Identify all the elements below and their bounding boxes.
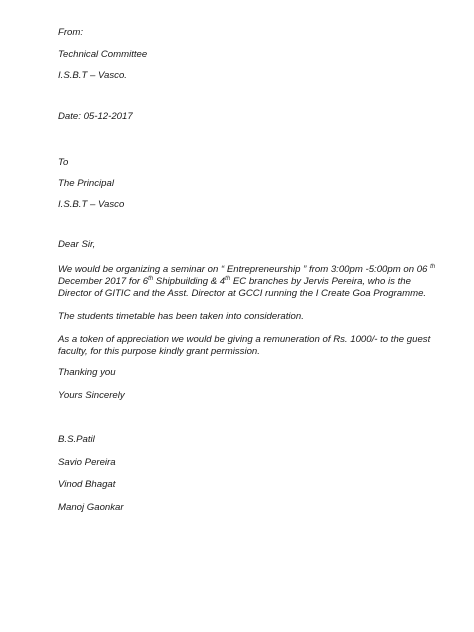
body-paragraph-line <box>58 276 450 288</box>
body-paragraph-seminar <box>58 264 450 300</box>
ordinal-suffix: th <box>225 275 231 282</box>
body-text: December 2017 for 6 <box>58 276 149 287</box>
signatory-1: B.S.Patil <box>58 434 95 445</box>
body-text: We would be organizing a seminar on “ Entrepreneurship ” from 3:00pm -5:00pm on 06 <box>58 264 428 275</box>
signatory-2: Savio Pereira <box>58 457 116 468</box>
body-paragraph-line: As a token of appreciation we would be giving a remuneration of Rs. 1000/- to the guest <box>58 334 431 345</box>
body-text: Shipbuilding & 4 <box>153 276 226 287</box>
body-paragraph-line: faculty, for this purpose kindly grant permission. <box>58 346 260 357</box>
body-paragraph-timetable: The students timetable has been taken into consideration. <box>58 311 304 322</box>
to-label: To <box>58 157 69 168</box>
body-paragraph-line: Director of GITIC and the Asst. Director at GCCI running the I Create Goa Programme. <box>58 288 427 299</box>
body-paragraph-line <box>58 264 450 276</box>
from-line-institute: I.S.B.T – Vasco. <box>58 70 127 81</box>
thanks-line: Thanking you <box>58 367 116 378</box>
body-paragraph-remuneration <box>58 334 450 358</box>
signatory-4: Manoj Gaonkar <box>58 502 124 513</box>
to-line-institute: I.S.B.T – Vasco <box>58 199 125 210</box>
from-label: From: <box>58 27 84 38</box>
letter-date: Date: 05-12-2017 <box>58 111 133 122</box>
salutation: Dear Sir, <box>58 239 96 250</box>
to-line-principal: The Principal <box>58 178 114 189</box>
ordinal-suffix: th <box>430 263 436 270</box>
closing-line: Yours Sincerely <box>58 390 125 401</box>
signatory-3: Vinod Bhagat <box>58 479 116 490</box>
ordinal-suffix: th <box>148 275 154 282</box>
from-line-committee: Technical Committee <box>58 49 148 60</box>
body-text: EC branches by Jervis Pereira, who is the <box>230 276 411 287</box>
